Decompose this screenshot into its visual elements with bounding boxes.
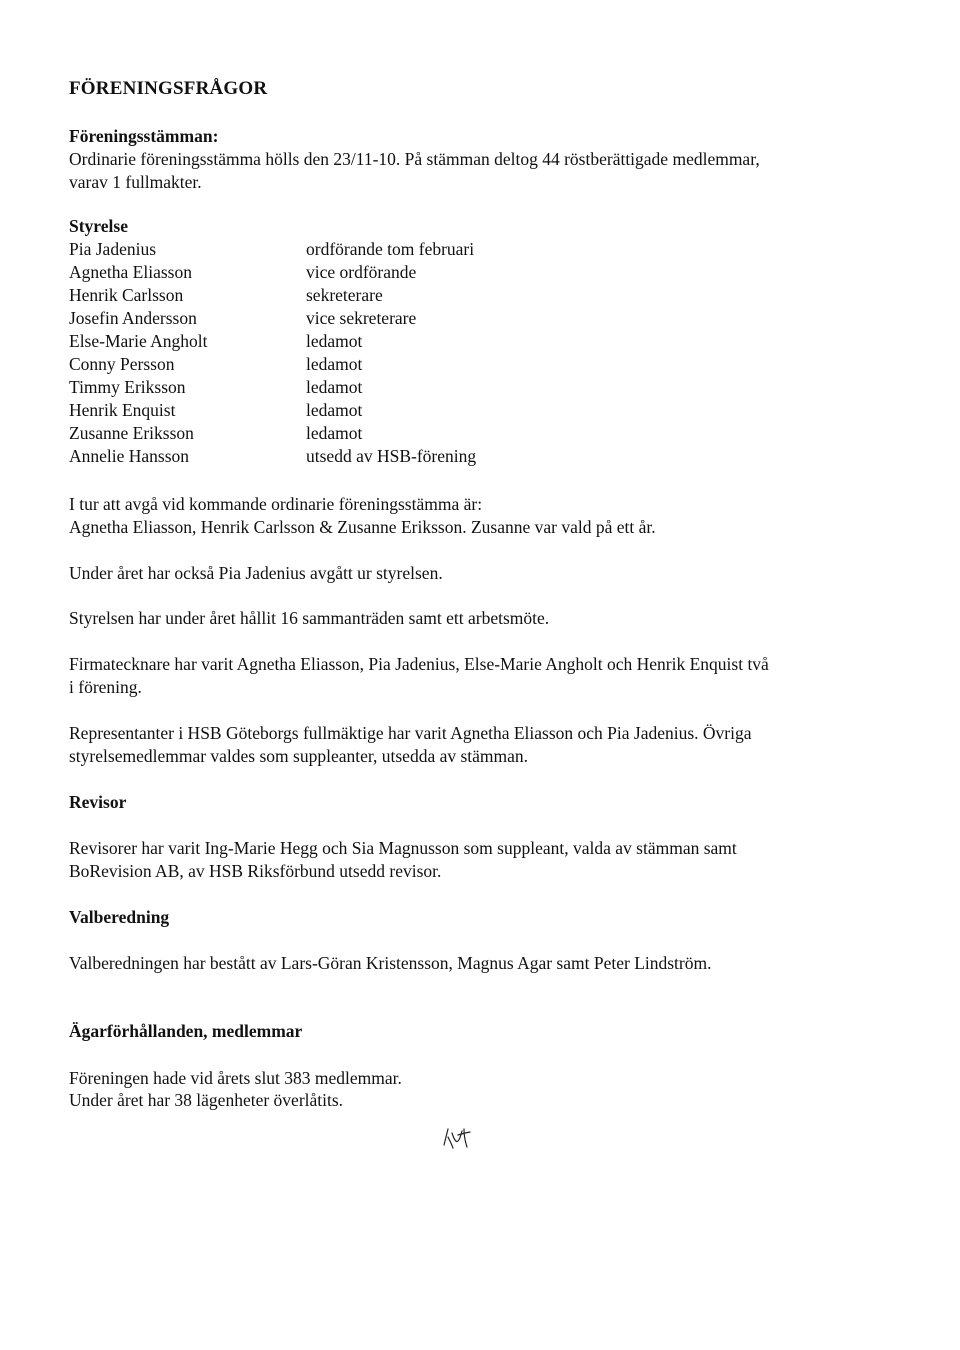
initials-signature — [440, 1123, 474, 1153]
board-member-role: sekreterare — [306, 285, 383, 305]
representanter-line1: Representanter i HSB Göteborgs fullmäktige har varit Agnetha Eliasson och Pia Jadenius. Övriga — [69, 723, 752, 743]
firmatecknare-line2: i förening. — [69, 677, 142, 697]
board-member-name: Pia Jadenius — [69, 239, 157, 259]
board-member-role: utsedd av HSB-förening — [306, 446, 477, 466]
board-member-role: ledamot — [306, 354, 363, 374]
board-member-name: Conny Persson — [69, 354, 175, 374]
revisor-text-line2: BoRevision AB, av HSB Riksförbund utsedd revisor. — [69, 861, 442, 881]
agarforhallanden-heading: Ägarförhållanden, medlemmar — [69, 1021, 303, 1041]
avgatt-text: Under året har också Pia Jadenius avgått ur styrelsen. — [69, 563, 443, 583]
board-member-role: ledamot — [306, 400, 363, 420]
valberedning-heading: Valberedning — [69, 907, 170, 927]
board-member-name: Annelie Hansson — [69, 446, 190, 466]
tur-att-avga-line2: Agnetha Eliasson, Henrik Carlsson & Zusanne Eriksson. Zusanne var vald på ett år. — [69, 517, 656, 537]
representanter-line2: styrelsemedlemmar valdes som suppleanter, utsedda av stämman. — [69, 746, 529, 766]
stamman-text-line1: Ordinarie föreningsstämma hölls den 23/11-10. På stämman deltog 44 röstberättigade medlemmar, — [69, 149, 760, 169]
board-member-role: vice sekreterare — [306, 308, 417, 328]
board-member-name: Henrik Carlsson — [69, 285, 184, 305]
stamman-heading: Föreningsstämman: — [69, 126, 219, 146]
board-member-name: Zusanne Eriksson — [69, 423, 194, 443]
board-member-role: vice ordförande — [306, 262, 417, 282]
board-member-role: ledamot — [306, 331, 363, 351]
board-member-role: ledamot — [306, 377, 363, 397]
tur-att-avga-line1: I tur att avgå vid kommande ordinarie föreningsstämma är: — [69, 494, 483, 514]
sammantraden-text: Styrelsen har under året hållit 16 sammanträden samt ett arbetsmöte. — [69, 608, 550, 628]
stamman-text-line2: varav 1 fullmakter. — [69, 172, 202, 192]
board-member-name: Agnetha Eliasson — [69, 262, 192, 282]
board-member-role: ordförande tom februari — [306, 239, 475, 259]
revisor-heading: Revisor — [69, 792, 127, 812]
board-member-name: Timmy Eriksson — [69, 377, 186, 397]
revisor-text-line1: Revisorer har varit Ing-Marie Hegg och Sia Magnusson som suppleant, valda av stämman samt — [69, 838, 737, 858]
valberedning-text: Valberedningen har bestått av Lars-Göran Kristensson, Magnus Agar samt Peter Lindström. — [69, 953, 712, 973]
board-member-name: Else-Marie Angholt — [69, 331, 208, 351]
board-member-role: ledamot — [306, 423, 363, 443]
firmatecknare-line1: Firmatecknare har varit Agnetha Eliasson, Pia Jadenius, Else-Marie Angholt och Henrik Enquist två — [69, 654, 769, 674]
medlemmar-text: Föreningen hade vid årets slut 383 medlemmar. — [69, 1068, 402, 1088]
styrelse-heading: Styrelse — [69, 216, 128, 236]
lagenheter-text: Under året har 38 lägenheter överlåtits. — [69, 1090, 344, 1110]
board-member-name: Josefin Andersson — [69, 308, 197, 328]
page-title: FÖRENINGSFRÅGOR — [69, 78, 268, 99]
board-member-name: Henrik Enquist — [69, 400, 176, 420]
